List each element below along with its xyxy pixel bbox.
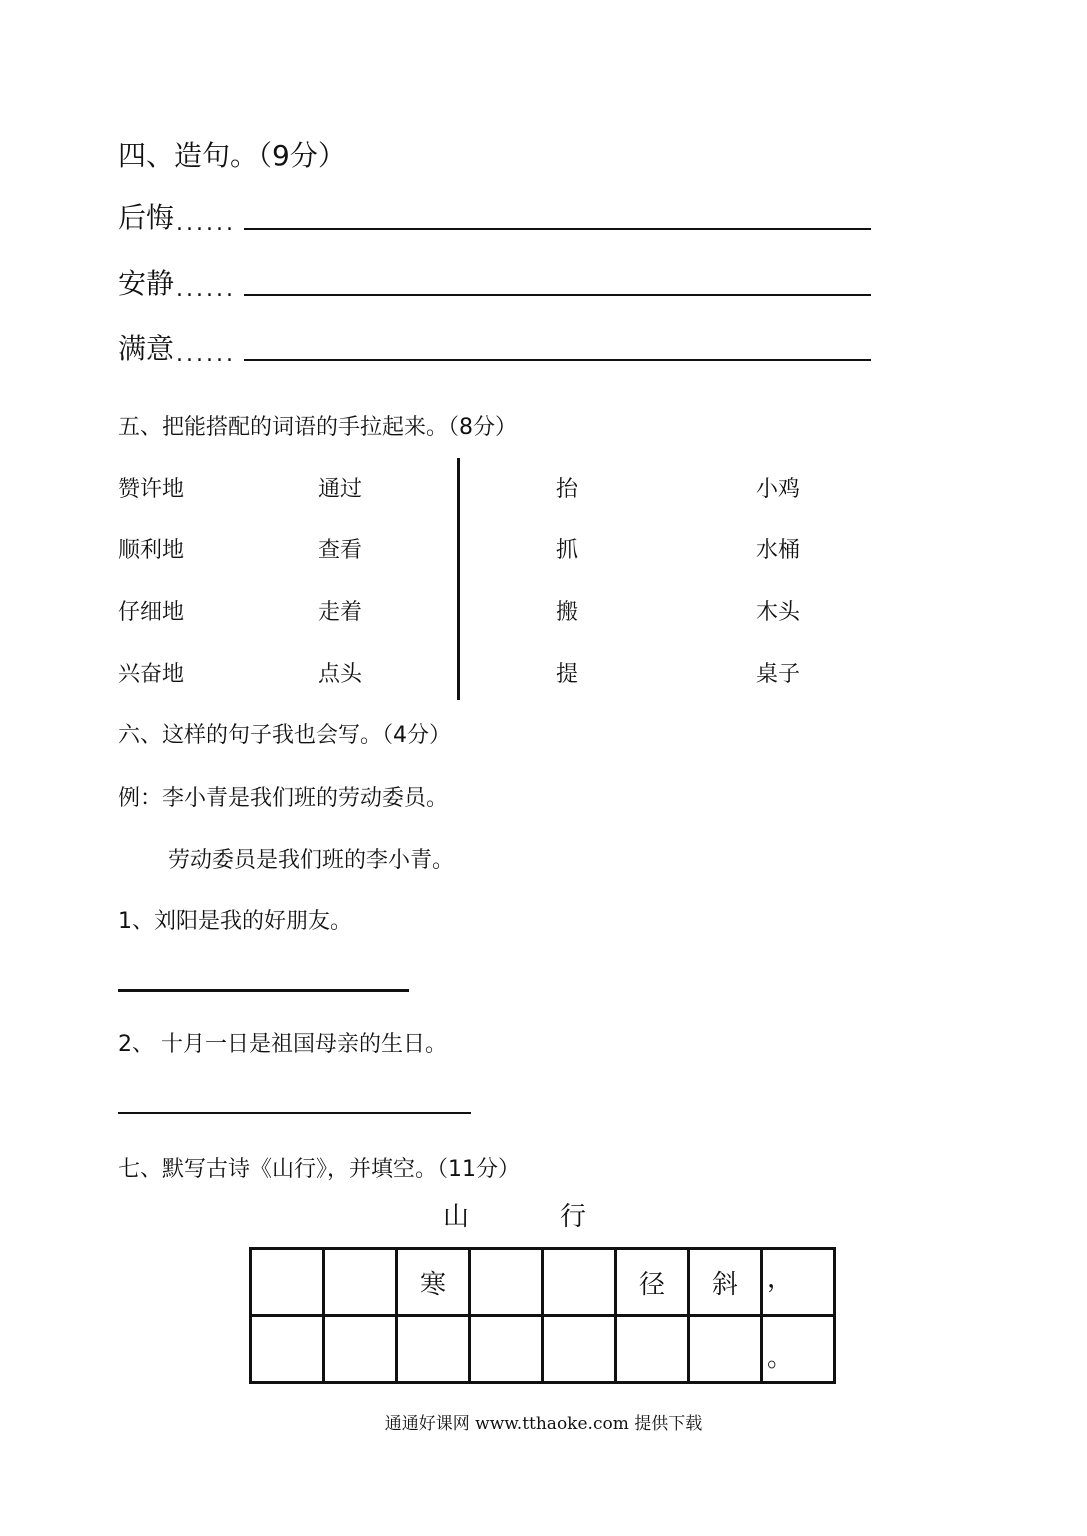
answer-line[interactable] bbox=[244, 294, 871, 296]
poem-cell[interactable]: 斜 bbox=[689, 1249, 762, 1316]
match-word[interactable]: 抓 bbox=[556, 538, 579, 563]
question-2: 2、 十月一日是祖国母亲的生日。 bbox=[118, 1032, 447, 1057]
footer-text: 通通好课网 www.tthaoke.com 提供下载 bbox=[384, 1414, 703, 1434]
poem-grid bbox=[249, 1247, 836, 1384]
poem-title-char: 山 bbox=[443, 1202, 470, 1232]
section6-title: 六、这样的句子我也会写。（4分） bbox=[118, 723, 451, 748]
poem-cell[interactable]: 径 bbox=[616, 1249, 689, 1316]
match-word[interactable]: 走着 bbox=[318, 600, 363, 625]
answer-line-1[interactable] bbox=[118, 989, 409, 992]
poem-cell[interactable] bbox=[324, 1316, 397, 1383]
period-mark: 。 bbox=[767, 1343, 794, 1373]
poem-cell[interactable] bbox=[689, 1316, 762, 1383]
sentence-row-2 bbox=[118, 262, 871, 302]
section5-title: 五、把能搭配的词语的手拉起来。（8分） bbox=[118, 415, 517, 440]
sentence-word: 后悔 bbox=[118, 201, 175, 234]
answer-line[interactable] bbox=[244, 228, 871, 230]
poem-title-char: 行 bbox=[560, 1202, 587, 1232]
poem-cell[interactable] bbox=[616, 1316, 689, 1383]
sentence-row-1 bbox=[118, 196, 871, 236]
poem-punct-cell bbox=[762, 1316, 835, 1383]
poem-cell[interactable]: 寒 bbox=[397, 1249, 470, 1316]
match-word[interactable]: 点头 bbox=[318, 662, 363, 687]
match-word[interactable]: 兴奋地 bbox=[118, 662, 185, 687]
answer-line-2[interactable] bbox=[118, 1112, 471, 1114]
poem-cell[interactable] bbox=[543, 1316, 616, 1383]
poem-cell[interactable] bbox=[543, 1249, 616, 1316]
example-answer: 劳动委员是我们班的李小青。 bbox=[168, 848, 455, 873]
match-word[interactable]: 提 bbox=[556, 662, 579, 687]
match-word[interactable]: 赞许地 bbox=[118, 477, 185, 502]
sentence-dots: ...... bbox=[176, 211, 236, 236]
match-word[interactable]: 水桶 bbox=[756, 538, 801, 563]
match-word[interactable]: 木头 bbox=[756, 600, 801, 625]
sentence-row-3 bbox=[118, 327, 871, 367]
match-word[interactable]: 搬 bbox=[556, 600, 579, 625]
section4-title: 四、造句。（9分） bbox=[118, 139, 346, 172]
match-word[interactable]: 桌子 bbox=[756, 662, 801, 687]
answer-line[interactable] bbox=[244, 359, 871, 361]
poem-cell[interactable] bbox=[324, 1249, 397, 1316]
sentence-word: 满意 bbox=[118, 332, 175, 365]
example-sentence: 例：李小青是我们班的劳动委员。 bbox=[118, 786, 449, 811]
match-word[interactable]: 仔细地 bbox=[118, 600, 185, 625]
poem-cell[interactable] bbox=[470, 1316, 543, 1383]
match-word[interactable]: 小鸡 bbox=[756, 477, 801, 502]
column-divider bbox=[457, 458, 460, 700]
sentence-dots: ...... bbox=[176, 277, 236, 302]
poem-cell[interactable] bbox=[251, 1316, 324, 1383]
section7-title: 七、默写古诗《山行》，并填空。（11分） bbox=[118, 1157, 520, 1182]
match-word[interactable]: 顺利地 bbox=[118, 538, 185, 563]
match-word[interactable]: 通过 bbox=[318, 477, 363, 502]
poem-cell[interactable] bbox=[397, 1316, 470, 1383]
poem-cell[interactable] bbox=[251, 1249, 324, 1316]
match-word[interactable]: 查看 bbox=[318, 538, 363, 563]
sentence-word: 安静 bbox=[118, 267, 175, 300]
poem-cell[interactable] bbox=[470, 1249, 543, 1316]
comma-mark: ， bbox=[767, 1264, 794, 1294]
sentence-dots: ...... bbox=[176, 342, 236, 367]
match-word[interactable]: 抬 bbox=[556, 477, 579, 502]
question-1: 1、刘阳是我的好朋友。 bbox=[118, 909, 352, 934]
poem-punct-cell bbox=[762, 1249, 835, 1316]
